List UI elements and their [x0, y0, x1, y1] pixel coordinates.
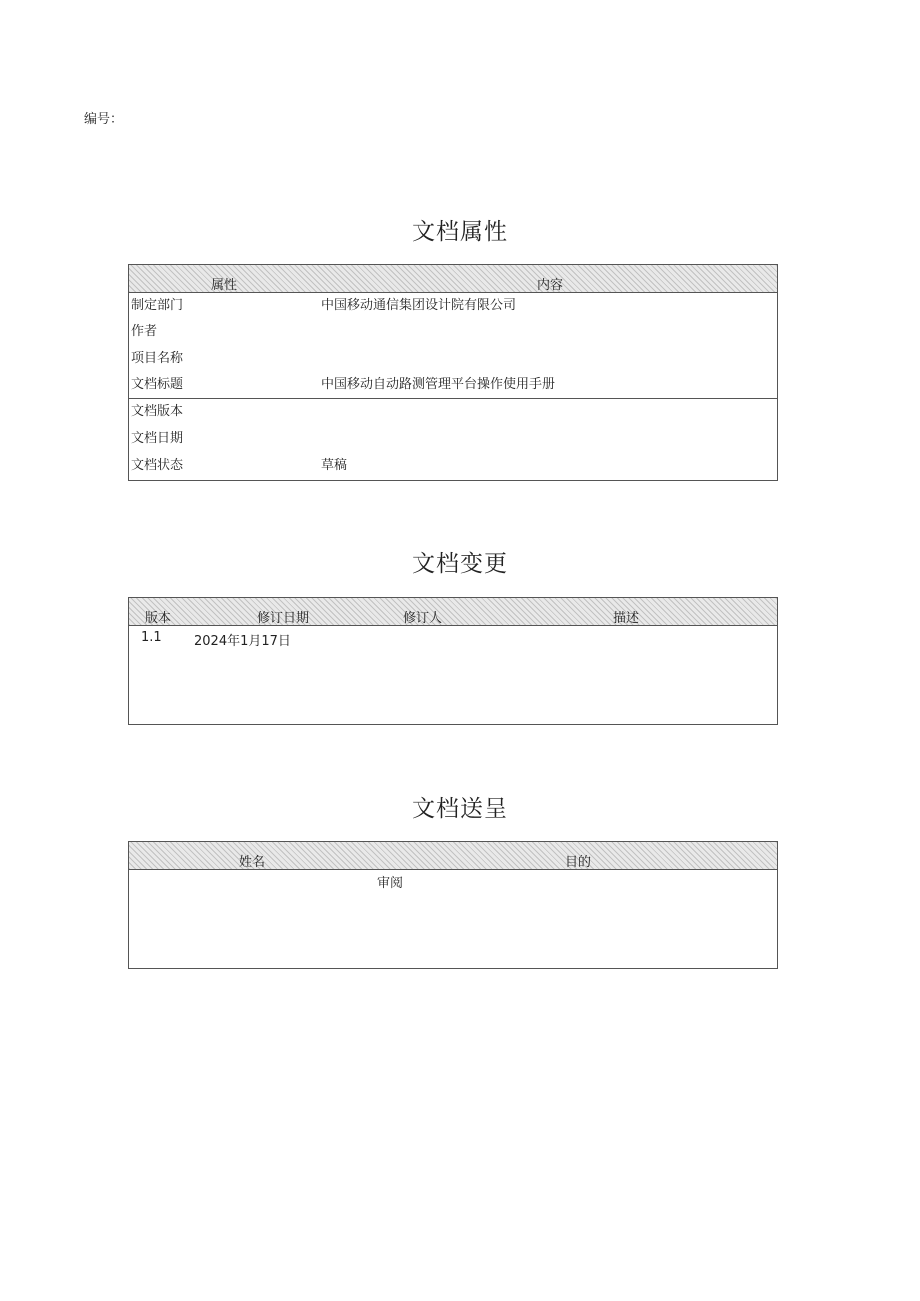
document-number-label: 编号：: [84, 112, 124, 127]
delivery-purpose: 审阅: [377, 876, 404, 891]
header-property: 属性: [211, 278, 238, 293]
property-label-doc-title: 文档标题: [131, 377, 184, 392]
properties-table-header: [129, 265, 777, 293]
property-value-doc-title: 中国移动自动路测管理平台操作使用手册: [321, 377, 556, 392]
properties-table: [128, 264, 778, 481]
properties-row-divider: [129, 398, 777, 399]
changes-section-title: 文档变更: [412, 551, 508, 577]
property-label-status: 文档状态: [131, 458, 184, 473]
property-value-status: 草稿: [321, 458, 348, 473]
header-description: 描述: [613, 611, 640, 626]
delivery-section-title: 文档送呈: [412, 796, 508, 822]
property-label-department: 制定部门: [131, 298, 184, 313]
changes-table-header: [129, 598, 777, 626]
header-version: 版本: [145, 611, 172, 626]
header-reviser: 修订人: [403, 611, 443, 626]
property-value-department: 中国移动通信集团设计院有限公司: [321, 298, 517, 313]
change-date: 2024年1月17日: [194, 634, 291, 649]
changes-table: [128, 597, 778, 725]
properties-section-title: 文档属性: [412, 219, 508, 245]
property-label-project: 项目名称: [131, 351, 184, 366]
property-label-version: 文档版本: [131, 404, 184, 419]
delivery-table: [128, 841, 778, 969]
header-content: 内容: [537, 278, 564, 293]
header-name: 姓名: [239, 855, 266, 870]
property-label-author: 作者: [131, 324, 158, 339]
property-label-date: 文档日期: [131, 431, 184, 446]
delivery-table-header: [129, 842, 777, 870]
header-purpose: 目的: [565, 855, 592, 870]
change-version: 1.1: [141, 630, 162, 645]
header-revision-date: 修订日期: [257, 611, 310, 626]
